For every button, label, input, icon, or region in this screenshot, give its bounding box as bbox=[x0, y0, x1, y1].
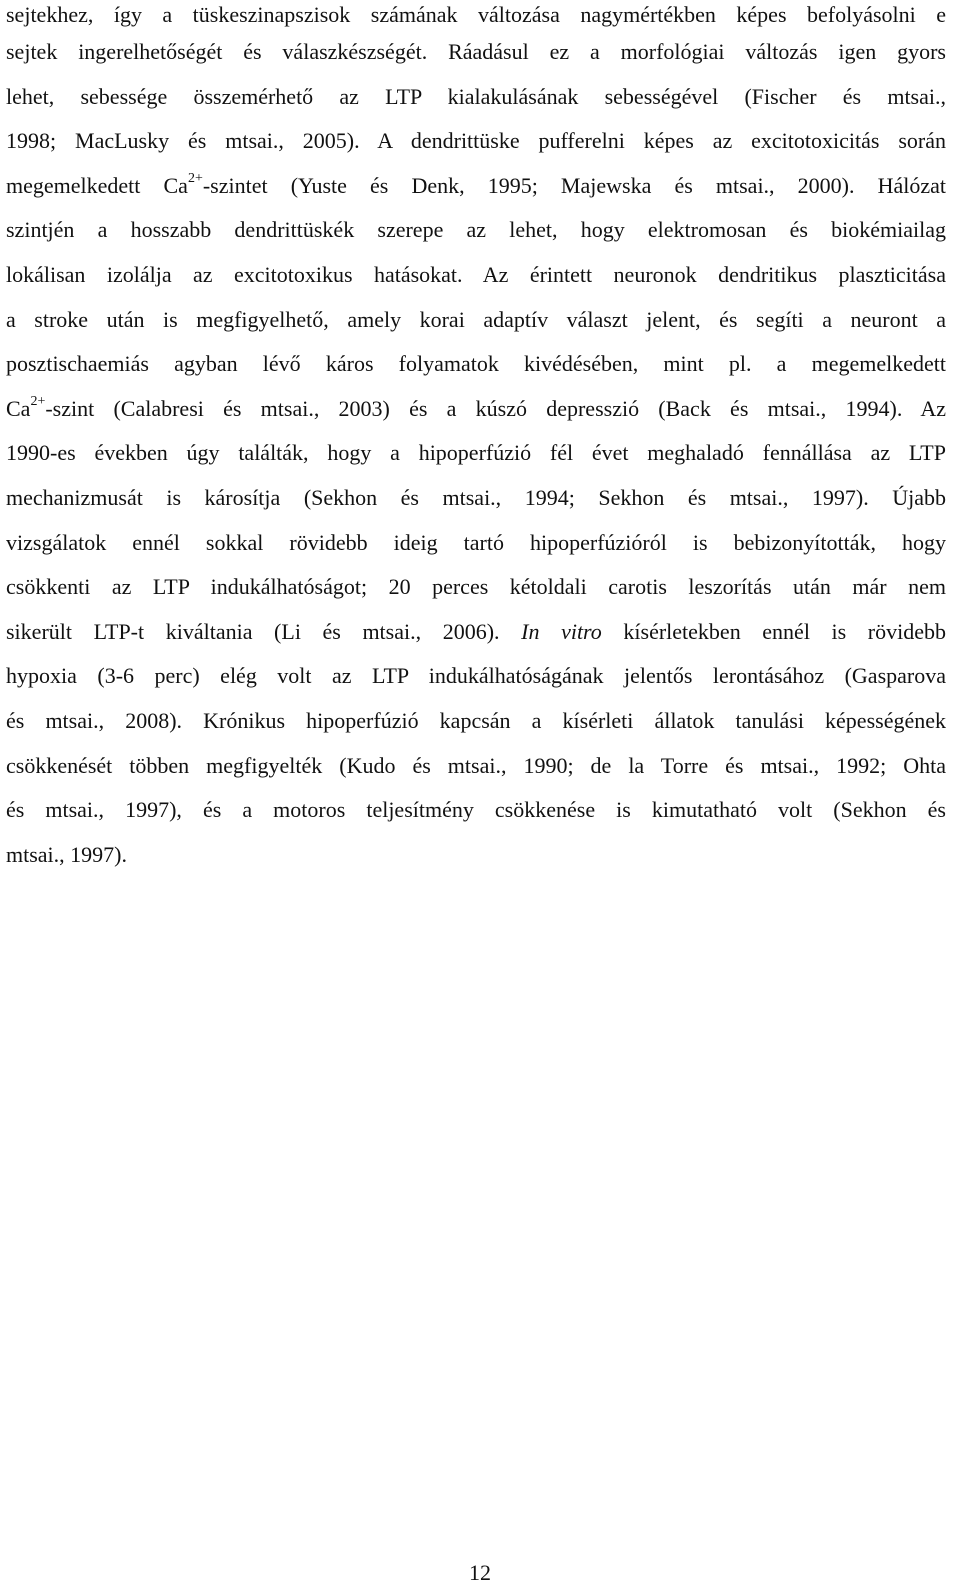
text-line: mechanizmusát is károsítja (Sekhon és mtsai., 1994; Sekhon és mtsai., 1997). Újabb bbox=[6, 484, 946, 510]
text-line: csökkenti az LTP indukálhatóságot; 20 perces kétoldali carotis leszorítás után már nem bbox=[6, 574, 946, 600]
text-line: a stroke után is megfigyelhető, amely korai adaptív választ jelent, és segíti a neuront a bbox=[6, 306, 946, 332]
text-line bbox=[6, 387, 946, 432]
text-line: 1998; MacLusky és mtsai., 2005). A dendrittüske pufferelni képes az excitotoxicitás során bbox=[6, 128, 946, 154]
text-line: posztischaemiás agyban lévő káros folyamatok kivédésében, mint pl. a megemelkedett bbox=[6, 351, 946, 377]
text-line: vizsgálatok ennél sokkal rövidebb ideig tartó hipoperfúzióról is bebizonyították, hogy bbox=[6, 529, 946, 555]
text-line: 1990-es években úgy találták, hogy a hipoperfúzió fél évet meghaladó fennállása az LTP bbox=[6, 440, 946, 466]
page-number: 12 bbox=[469, 1560, 491, 1585]
document-body bbox=[6, 0, 946, 877]
text-segment: kísérletekben ennél is rövidebb bbox=[601, 618, 946, 644]
text-segment: -szintet (Yuste és Denk, 1995; Majewska és mtsai., 2000). Hálózat bbox=[202, 172, 946, 198]
text-line: csökkenését többen megfigyelték (Kudo és mtsai., 1990; de la Torre és mtsai., 1992; Ohta bbox=[6, 752, 946, 778]
text-line: sejtek ingerelhetőségét és válaszkészségét. Ráadásul ez a morfológiai változás igen gyors bbox=[6, 39, 946, 64]
text-segment: sikerült LTP-t kiváltania (Li és mtsai., 2006). bbox=[6, 618, 522, 644]
text-segment: -szint (Calabresi és mtsai., 2003) és a kúszó depresszió (Back és mtsai., 1994). Az bbox=[45, 395, 946, 421]
superscript: 2+ bbox=[30, 394, 46, 410]
text-line bbox=[6, 164, 946, 209]
text-line: mtsai., 1997). bbox=[6, 841, 127, 867]
text-line: szintjén a hosszabb dendrittüskék szerepe az lehet, hogy elektromosan és biokémiailag bbox=[6, 217, 946, 243]
text-line: sejtekhez, így a tüskeszinapszisok számának változása nagymértékben képes befolyásolni e bbox=[6, 2, 946, 27]
text-line: és mtsai., 2008). Krónikus hipoperfúzió kapcsán a kísérleti állatok tanulási képességének bbox=[6, 707, 946, 733]
text-line: hypoxia (3-6 perc) elég volt az LTP indukálhatóságának jelentős lerontásához (Gasparova bbox=[6, 663, 946, 689]
text-segment: megemelkedett Ca bbox=[6, 172, 188, 198]
italic-text: In vitro bbox=[521, 618, 602, 644]
text-line: lehet, sebessége összemérhető az LTP kialakulásának sebességével (Fischer és mtsai., bbox=[6, 83, 946, 109]
text-line bbox=[6, 610, 946, 655]
text-line: és mtsai., 1997), és a motoros teljesítmény csökkenése is kimutatható volt (Sekhon és bbox=[6, 797, 946, 823]
text-segment: Ca bbox=[6, 395, 31, 421]
superscript: 2+ bbox=[187, 171, 203, 187]
text-line: lokálisan izolálja az excitotoxikus hatásokat. Az érintett neuronok dendritikus plaszticitása bbox=[6, 261, 946, 287]
